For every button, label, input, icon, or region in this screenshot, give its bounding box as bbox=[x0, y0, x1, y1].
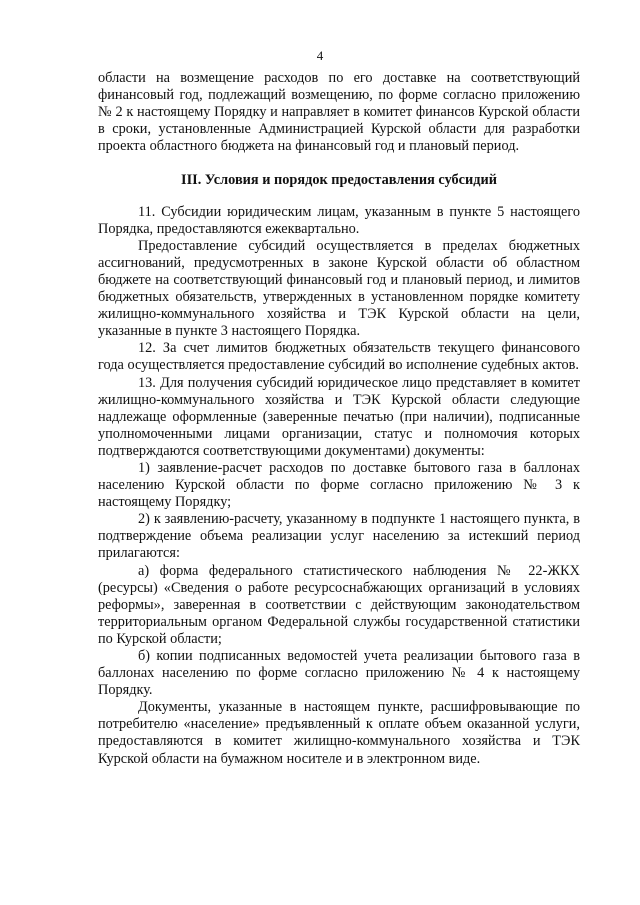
subitem-a: а) форма федерального статистического наблюдения № 22-ЖКХ (ресурсы) «Сведения о работе ресурсоснабжающих организаций в условиях реформы», заверенная в соответствии с действующим законодательством территориальным органом Федеральной службы государственной статистики по Курской области; bbox=[98, 562, 580, 647]
paragraph-11: 11. Субсидии юридическим лицам, указанным в пункте 5 настоящего Порядка, предоставляются ежеквартально. bbox=[98, 203, 580, 237]
paragraph-12: 12. За счет лимитов бюджетных обязательств текущего финансового года осуществляется предоставление субсидий во исполнение судебных актов. bbox=[98, 340, 580, 374]
paragraph-11-budget: Предоставление субсидий осуществляется в пределах бюджетных ассигнований, предусмотренных в законе Курской области об областном бюджете на соответствующий финансовый год и плановый период, и лимитов бюджетных обязательств, утвержденных в установленном порядке комитету жилищно-коммунального хозяйства и ТЭК Курской области на цели, указанные в пункте 3 настоящего Порядка. bbox=[98, 237, 580, 340]
subitem-b: б) копии подписанных ведомостей учета реализации бытового газа в баллонах населению по форме согласно приложению № 4 к настоящему Порядку. bbox=[98, 648, 580, 699]
document-body bbox=[98, 70, 580, 768]
page-number: 4 bbox=[316, 48, 324, 63]
subitem-2: 2) к заявлению-расчету, указанному в подпункте 1 настоящего пункта, в подтверждение объема реализации услуг населению за истекший период прилагаются: bbox=[98, 511, 580, 562]
intro-paragraph: области на возмещение расходов по его доставке на соответствующий финансовый год, подлежащий возмещению, по форме согласно приложению № 2 к настоящему Порядку и направляет в комитет финансов Курской области в сроки, установленные Администрацией Курской области для разработки проекта областного бюджета на финансовый год и плановый период. bbox=[98, 70, 580, 155]
documents-paragraph: Документы, указанные в настоящем пункте, расшифровывающие по потребителю «население» предъявленный к оплате объем оказанной услуги, предоставляются в комитет жилищно-коммунального хозяйства и ТЭК Курской области на бумажном носителе и в электронном виде. bbox=[98, 699, 580, 767]
subitem-1: 1) заявление-расчет расходов по доставке бытового газа в баллонах населению Курской области по форме согласно приложению № 3 к настоящему Порядку; bbox=[98, 459, 580, 511]
paragraph-13: 13. Для получения субсидий юридическое лицо представляет в комитет жилищно-коммунального хозяйства и ТЭК Курской области следующие надлежаще оформленные (заверенные печатью (при наличии), подписанные уполномоченными лицами организации, статус и полномочия которых подтверждаются соответствующими документами) документы: bbox=[98, 374, 580, 459]
section-heading: III. Условия и порядок предоставления субсидий bbox=[181, 172, 497, 189]
